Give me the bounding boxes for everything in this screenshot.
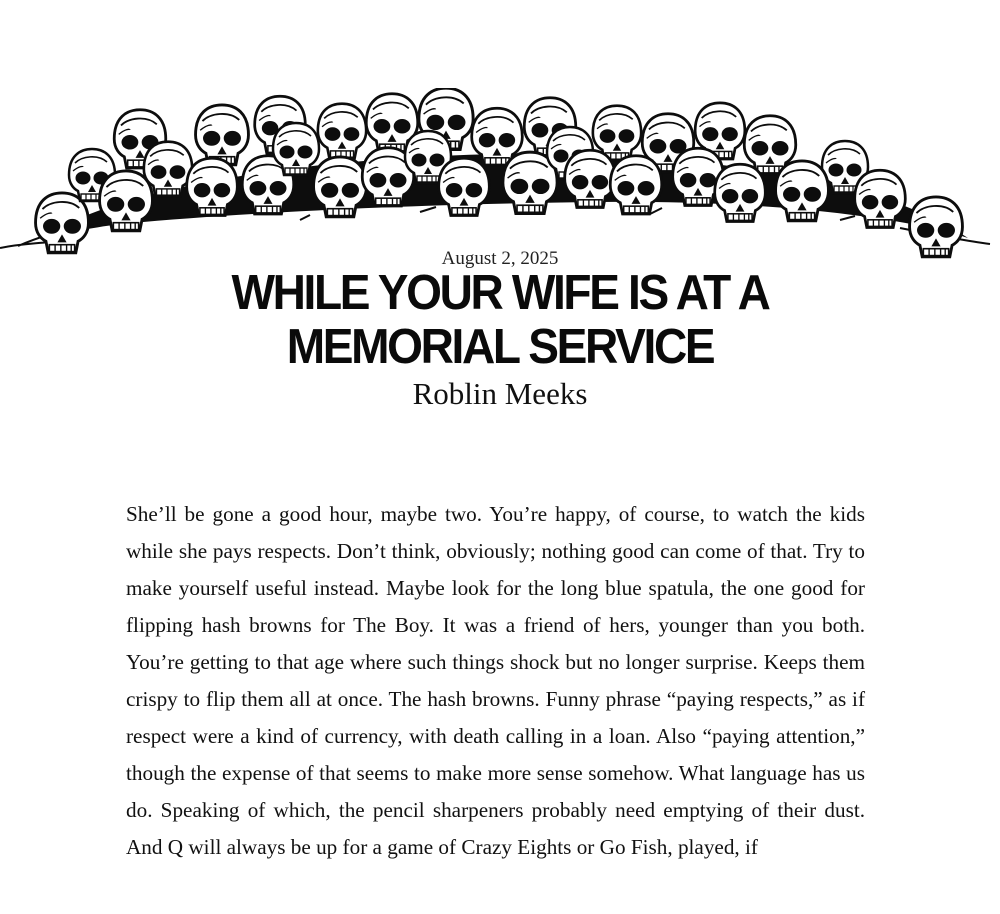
skull-pile-icon — [0, 88, 1000, 268]
article-body: She’ll be gone a good hour, maybe two. You’re happy, of course, to watch the kids while she pays respects. Don’t think, obviously; nothing good can come of that. Try to make yourself useful instead. Maybe look for the long blue spatula, the one good for flipping hash browns for The Boy. It was a friend of hers, younger than you both. You’re getting to that age where such things shock but no longer surprise. Keeps them crispy to flip them all at once. The hash browns. Funny phrase “paying respects,” as if respect were a kind of currency, with death calling in a loan. Also “paying attention,” though the expense of that seems to make more sense somehow. What language has us do. Speaking of which, the pencil sharpeners probably need emptying of their dust. And Q will always be up for a game of Crazy Eights or Go Fish, played, if — [126, 502, 865, 859]
article-author: Roblin Meeks — [412, 376, 588, 411]
article-title: WHILE YOUR WIFE IS AT A MEMORIAL SERVICE — [231, 266, 769, 374]
article-date: August 2, 2025 — [441, 248, 559, 269]
